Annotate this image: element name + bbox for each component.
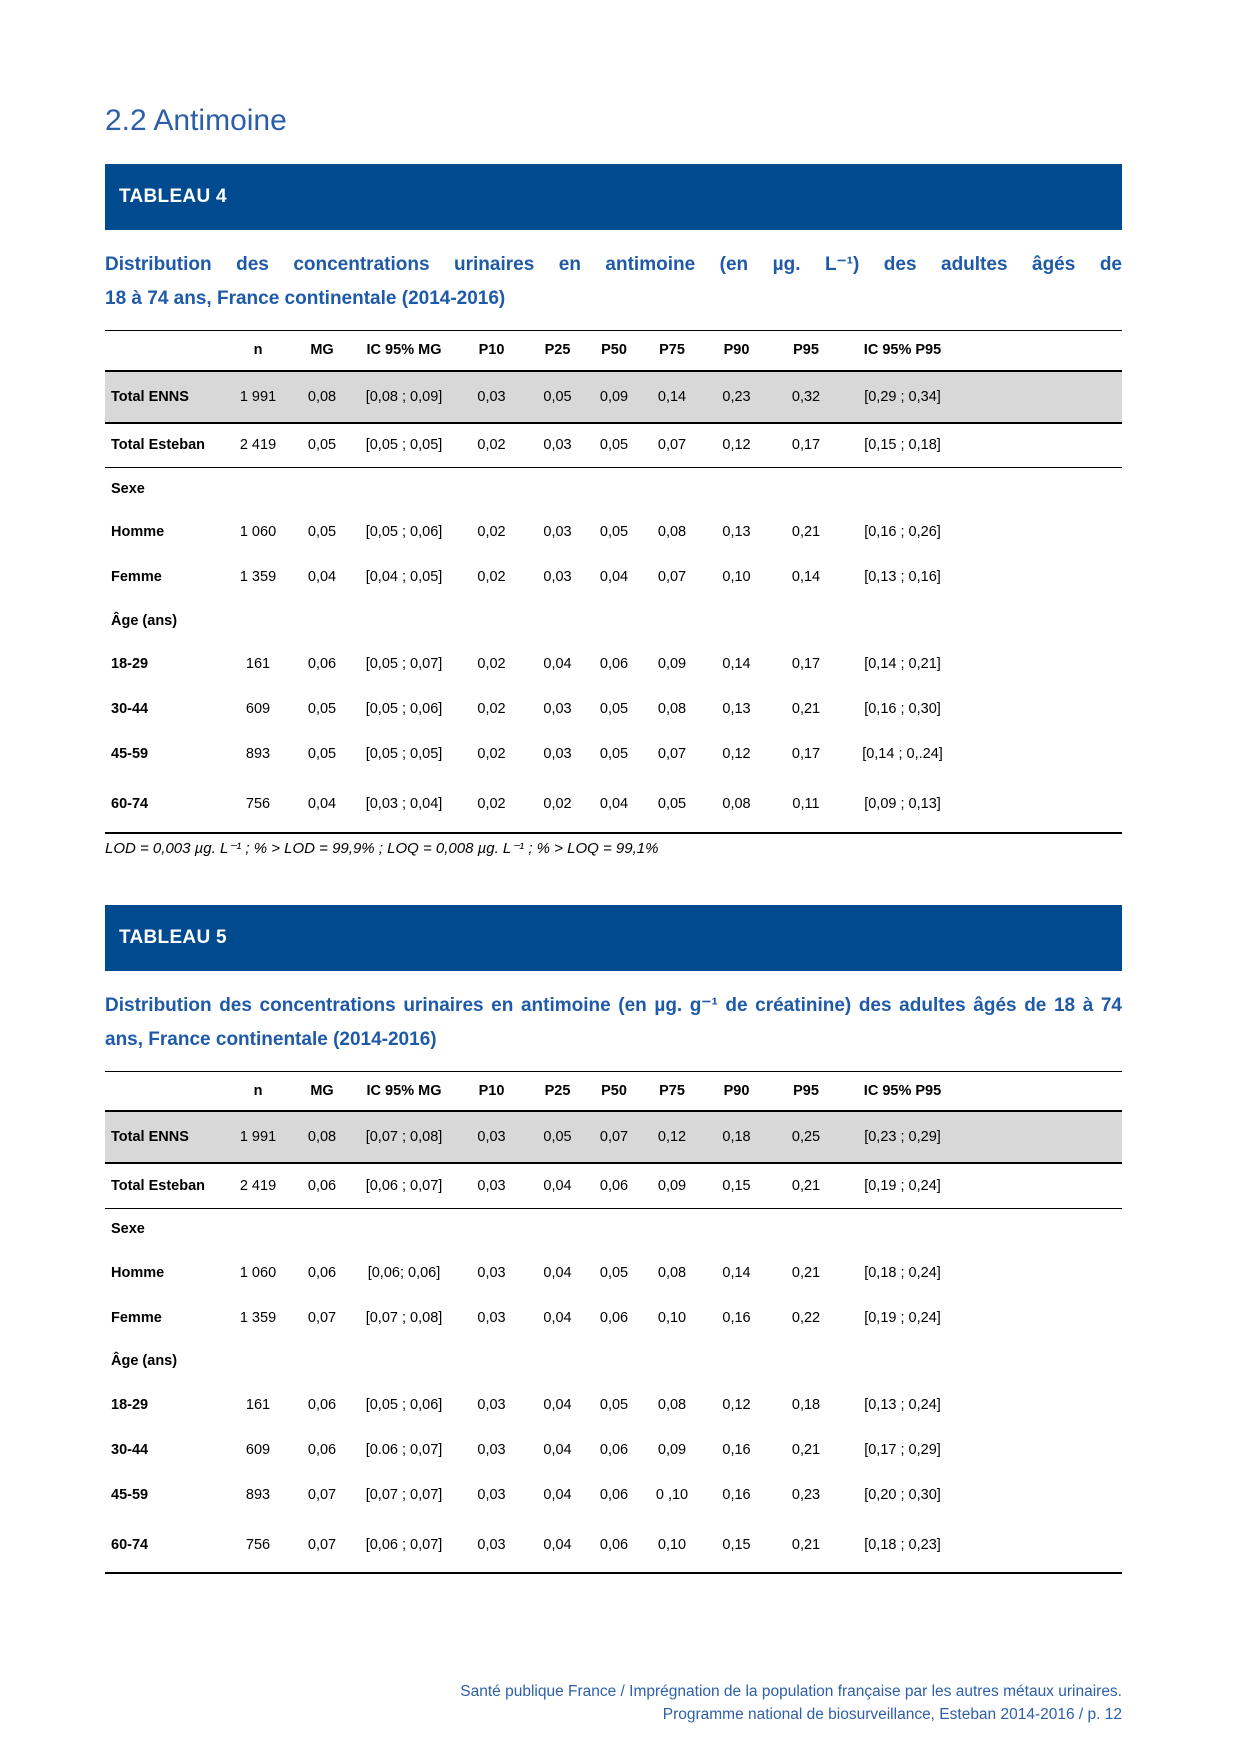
table-cell: 0,21	[791, 701, 821, 717]
table-cell: 0,02	[477, 524, 506, 540]
table-cell: 0,06	[599, 1536, 629, 1553]
row-label: Total Esteban	[111, 1177, 205, 1194]
row-label: 45-59	[111, 746, 149, 762]
table-cell: 0,32	[791, 388, 821, 405]
table-cell: [0,29 ; 0,34]	[864, 388, 941, 405]
column-header: P10	[478, 1082, 505, 1099]
table-cell: 0,03	[477, 1129, 506, 1145]
table-cell: 0,06	[599, 656, 629, 672]
table-cell: 756	[245, 796, 271, 812]
table-cell: 0,23	[722, 388, 751, 405]
table-cell: 0,07	[307, 1486, 337, 1503]
table-cell: 0,06	[599, 1309, 629, 1326]
spacer-cell	[965, 1382, 1122, 1427]
table-cell: 0,02	[477, 569, 506, 585]
table-cell: [0,05 ; 0,06]	[365, 701, 443, 717]
table-cell: [0,07 ; 0,08]	[365, 1309, 443, 1326]
tableau-4-banner	[105, 164, 1122, 230]
table-cell: 1 991	[239, 1129, 277, 1145]
tableau-4-banner-label: TABLEAU 4	[119, 186, 227, 207]
table-row	[105, 777, 1122, 833]
table-cell: 0,04	[543, 1177, 572, 1194]
table-cell: 609	[245, 1441, 271, 1458]
table-cell: 0,05	[307, 524, 337, 540]
row-label: Total ENNS	[111, 1129, 189, 1145]
table-cell: 0,05	[599, 524, 629, 540]
section-row	[105, 468, 1122, 510]
table-cell: 0,17	[791, 656, 821, 672]
table-cell: [0,14 ; 0,.24]	[862, 746, 943, 762]
tableau-5-subtitle	[105, 989, 1122, 1057]
row-label: 30-44	[111, 701, 149, 717]
table-cell: [0,18 ; 0,24]	[864, 1264, 941, 1281]
table-cell: 0 ,10	[655, 1486, 689, 1503]
table-cell: 0,16	[722, 1486, 751, 1503]
table-cell: [0,05 ; 0,05]	[365, 437, 443, 454]
table-cell: 893	[245, 746, 271, 762]
column-header: P75	[659, 342, 685, 359]
table-cell: 893	[245, 1486, 271, 1503]
table-row	[105, 423, 1122, 468]
column-header: n	[253, 342, 263, 359]
row-label: 45-59	[111, 1486, 149, 1503]
row-label: Femme	[111, 1309, 162, 1326]
table-cell: 0,18	[722, 1129, 751, 1145]
table-cell: 0,12	[722, 1396, 751, 1413]
table-cell: [0,05 ; 0,06]	[365, 1396, 443, 1413]
table-cell: 0,21	[791, 1441, 821, 1458]
spacer-cell	[965, 555, 1122, 600]
column-header: IC 95% MG	[366, 1082, 442, 1099]
column-header-blank	[105, 1071, 227, 1111]
column-header: P95	[793, 342, 819, 359]
row-label: 18-29	[111, 1396, 149, 1413]
table-cell: [0,13 ; 0,24]	[864, 1396, 941, 1413]
table-cell: [0,07 ; 0,08]	[365, 1129, 443, 1145]
table-cell: 0,07	[657, 569, 687, 585]
table-cell: [0,16 ; 0,26]	[864, 524, 941, 540]
table-cell: [0,18 ; 0,23]	[864, 1536, 941, 1553]
table-cell: 0,03	[543, 746, 572, 762]
table-cell: 0,03	[477, 1486, 506, 1503]
table-cell: 0,08	[307, 1129, 337, 1145]
tableau-5-subtitle-line2: ans, France continentale (2014-2016)	[105, 1028, 437, 1050]
section-row	[105, 1340, 1122, 1382]
row-label: Femme	[111, 569, 162, 585]
table-row	[105, 687, 1122, 732]
spacer-cell	[965, 687, 1122, 732]
table-cell: 0,07	[307, 1536, 337, 1553]
column-header: MG	[310, 342, 334, 359]
table-cell: 0,03	[543, 524, 572, 540]
column-header: P95	[793, 1082, 819, 1099]
table-cell: 0,09	[657, 1441, 687, 1458]
spacer-cell	[965, 1427, 1122, 1472]
table-cell: 0,05	[599, 1264, 629, 1281]
table-cell: 0,03	[477, 1441, 506, 1458]
row-label: 60-74	[111, 1536, 149, 1553]
tableau-4-footnote: LOD = 0,003 µg. L⁻¹ ; % > LOD = 99,9% ; LOQ = 0,008 µg. L⁻¹ ; % > LOQ = 99,1%	[105, 839, 659, 857]
column-header: P10	[478, 342, 505, 359]
table-row	[105, 1163, 1122, 1208]
table-cell: 0,15	[722, 1177, 751, 1194]
table-cell: 0,07	[657, 437, 687, 454]
table-cell: 0,08	[657, 1396, 687, 1413]
tableau-5-subtitle-line1: Distribution des concentrations urinaires en antimoine (en µg. g⁻¹ de créatinine) des adultes âgés de 18 à 74	[105, 994, 1122, 1016]
table-cell: 0,06	[307, 1177, 337, 1194]
table-cell: [0,06 ; 0,07]	[365, 1177, 443, 1194]
table-cell: 0,02	[477, 746, 506, 762]
table-cell: 0,13	[722, 701, 751, 717]
table-cell: 0,23	[791, 1486, 821, 1503]
table-cell: 0,06	[599, 1486, 629, 1503]
table-row	[105, 510, 1122, 555]
table-cell: 0,14	[722, 656, 751, 672]
spacer-cell	[965, 510, 1122, 555]
table-cell: [0,06 ; 0,07]	[365, 1536, 443, 1553]
table-cell: 1 060	[239, 524, 277, 540]
table-row	[105, 1250, 1122, 1295]
tableau-4-subtitle-line1: Distribution des concentrations urinaires en antimoine (en µg. L⁻¹) des adultes âgés de	[105, 254, 1122, 275]
table-cell: [0,13 ; 0,16]	[864, 569, 941, 585]
column-header: P90	[723, 1082, 750, 1099]
table-cell: 0,16	[722, 1309, 751, 1326]
table-cell: [0,07 ; 0,07]	[365, 1486, 443, 1503]
table-cell: 0,03	[477, 1536, 506, 1553]
table-cell: 0,08	[657, 1264, 687, 1281]
table-cell: 2 419	[239, 437, 277, 454]
table-cell: 0,18	[791, 1396, 821, 1413]
table-cell: 0,05	[543, 388, 572, 405]
table-cell: 0,05	[599, 437, 629, 454]
table-cell: 1 359	[239, 1309, 277, 1326]
table-cell: 0,16	[722, 1441, 751, 1458]
column-header-spacer	[965, 1071, 1122, 1111]
table-cell: 0,02	[543, 796, 572, 812]
table-header-row	[105, 331, 1122, 371]
table-cell: [0,09 ; 0,13]	[864, 796, 941, 812]
table-cell: 0,03	[543, 437, 572, 454]
column-header: MG	[310, 1082, 334, 1099]
spacer-cell	[965, 1250, 1122, 1295]
table-cell: 0,13	[722, 524, 751, 540]
table-cell: 0,21	[791, 1177, 821, 1194]
section-row	[105, 600, 1122, 642]
spacer-cell	[965, 371, 1122, 423]
table-cell: 0,02	[477, 437, 506, 454]
spacer-cell	[965, 642, 1122, 687]
table-cell: 0,11	[792, 796, 820, 812]
table-cell: [0,19 ; 0,24]	[864, 1177, 941, 1194]
table-cell: 0,04	[307, 569, 337, 585]
table-cell: 0,05	[307, 437, 337, 454]
column-header: P25	[544, 342, 571, 359]
table-cell: [0,05 ; 0,05]	[365, 746, 443, 762]
section-label: Âge (ans)	[111, 1353, 178, 1369]
spacer-cell	[965, 1295, 1122, 1340]
table-cell: 0,02	[477, 796, 506, 812]
spacer-cell	[965, 777, 1122, 833]
table-cell: 0,03	[477, 1264, 506, 1281]
spacer-cell	[965, 423, 1122, 468]
column-header: IC 95% P95	[863, 342, 942, 359]
tableau-5-table	[105, 1071, 1122, 1575]
table-row	[105, 555, 1122, 600]
row-label: Homme	[111, 524, 165, 540]
table-header-row	[105, 1071, 1122, 1111]
table-cell: 0,05	[599, 746, 629, 762]
table-cell: 0,05	[657, 796, 687, 812]
section-title: 2.2 Antimoine	[105, 104, 287, 137]
table-cell: [0,20 ; 0,30]	[864, 1486, 941, 1503]
table-cell: 0,15	[722, 1536, 751, 1553]
row-label: Total Esteban	[111, 437, 205, 454]
table-cell: [0.06 ; 0,07]	[365, 1441, 443, 1458]
table-cell: [0,04 ; 0,05]	[365, 569, 443, 585]
table-row	[105, 1427, 1122, 1472]
table-cell: 0,17	[791, 437, 821, 454]
section-label: Âge (ans)	[111, 612, 178, 629]
column-header: P25	[544, 1082, 571, 1099]
tableau-5-banner-label: TABLEAU 5	[119, 926, 227, 948]
table-row	[105, 1472, 1122, 1517]
table-cell: 0,04	[543, 1486, 572, 1503]
table-cell: [0,08 ; 0,09]	[365, 388, 443, 405]
column-header: IC 95% MG	[366, 342, 442, 359]
tableau-5-block	[105, 905, 1122, 1575]
table-cell: 2 419	[239, 1177, 277, 1194]
table-cell: [0,17 ; 0,29]	[864, 1441, 941, 1458]
footer-line1: Santé publique France / Imprégnation de la population française par les autres métaux urinaires.	[460, 1683, 1122, 1700]
table-cell: 0,10	[657, 1309, 687, 1326]
table-cell: 0,10	[722, 569, 751, 585]
table-row	[105, 732, 1122, 777]
table-cell: 0,12	[722, 746, 751, 762]
table-cell: 0,02	[477, 701, 506, 717]
table-cell: 0,04	[307, 796, 337, 812]
table-cell: 0,08	[307, 388, 337, 405]
table-cell: 0,17	[791, 746, 821, 762]
tableau-4-subtitle-line2: 18 à 74 ans, France continentale (2014-2016)	[105, 288, 506, 309]
table-cell: 0,14	[657, 388, 687, 405]
table-cell: 0,04	[543, 1264, 572, 1281]
table-cell: 0,06	[307, 1264, 337, 1281]
table-cell: 0,09	[657, 656, 687, 672]
table-cell: 0,06	[599, 1177, 629, 1194]
row-label: Total ENNS	[111, 388, 189, 405]
section-label: Sexe	[111, 1221, 145, 1238]
table-cell: [0,05 ; 0,07]	[365, 656, 443, 672]
section-label: Sexe	[111, 480, 145, 497]
table-cell: 0,12	[722, 437, 751, 454]
table-cell: 161	[245, 656, 271, 672]
table-cell: 0,04	[599, 569, 629, 585]
table-cell: 0,03	[543, 701, 572, 717]
table-cell: [0,14 ; 0,21]	[864, 656, 941, 672]
table-cell: 1 359	[239, 569, 277, 585]
table-cell: 0,04	[543, 1309, 572, 1326]
column-header: IC 95% P95	[863, 1082, 942, 1099]
table-cell: 0,09	[657, 1177, 687, 1194]
column-header: P50	[601, 1082, 627, 1099]
table-cell: [0,19 ; 0,24]	[864, 1309, 941, 1326]
table-cell: 0,09	[599, 388, 629, 405]
table-cell: 0,03	[477, 1177, 506, 1194]
table-cell: 1 991	[239, 388, 277, 405]
table-cell: 0,07	[599, 1129, 629, 1145]
table-cell: 0,06	[599, 1441, 629, 1458]
table-cell: 0,02	[477, 656, 506, 672]
table-cell: 0,04	[543, 1396, 572, 1413]
table-cell: [0,23 ; 0,29]	[864, 1129, 941, 1145]
table-row	[105, 1382, 1122, 1427]
spacer-cell	[965, 1111, 1122, 1163]
table-row	[105, 1295, 1122, 1340]
table-cell: 0,05	[599, 1396, 629, 1413]
table-cell: [0,03 ; 0,04]	[365, 796, 443, 812]
spacer-cell	[965, 732, 1122, 777]
table-cell: [0,05 ; 0,06]	[365, 524, 443, 540]
table-cell: 161	[245, 1396, 271, 1413]
table-cell: 0,07	[307, 1309, 337, 1326]
table-cell: 0,03	[477, 388, 506, 405]
table-cell: 0,03	[543, 569, 572, 585]
footer-line2: Programme national de biosurveillance, Esteban 2014-2016 / p. 12	[662, 1706, 1122, 1723]
table-cell: 0,22	[791, 1309, 821, 1326]
table-cell: 0,14	[722, 1264, 751, 1281]
table-cell: 0,06	[307, 1441, 337, 1458]
table-cell: 0,05	[543, 1129, 572, 1145]
table-row	[105, 1111, 1122, 1163]
tableau-4-table	[105, 330, 1122, 834]
table-cell: 1 060	[239, 1264, 277, 1281]
section-row	[105, 1208, 1122, 1250]
table-cell: 0,04	[543, 656, 572, 672]
table-cell: 0,12	[657, 1129, 687, 1145]
table-cell: 0,04	[599, 796, 629, 812]
report-page-content	[105, 0, 1122, 1574]
table-cell: 0,07	[657, 746, 687, 762]
spacer-cell	[965, 1472, 1122, 1517]
table-cell: 0,05	[307, 701, 337, 717]
column-header: P50	[601, 342, 627, 359]
table-cell: 0,14	[791, 569, 821, 585]
column-header: n	[253, 1082, 263, 1099]
table-cell: 0,06	[307, 656, 337, 672]
tableau-4-subtitle	[105, 248, 1122, 316]
column-header: P75	[659, 1082, 685, 1099]
table-cell: 0,08	[722, 796, 751, 812]
table-cell: 0,06	[307, 1396, 337, 1413]
table-row	[105, 371, 1122, 423]
table-cell: 0,05	[599, 701, 629, 717]
spacer-cell	[965, 1163, 1122, 1208]
page-footer	[172, 1680, 1122, 1726]
table-cell: [0,06; 0,06]	[367, 1264, 441, 1281]
table-cell: [0,16 ; 0,30]	[864, 701, 941, 717]
table-cell: 0,25	[791, 1129, 821, 1145]
table-cell: 0,21	[791, 1536, 821, 1553]
column-header-spacer	[965, 331, 1122, 371]
tableau-4-block	[105, 164, 1122, 857]
row-label: 30-44	[111, 1441, 149, 1458]
table-cell: 756	[245, 1536, 271, 1553]
table-cell: 0,04	[543, 1441, 572, 1458]
table-cell: 0,08	[657, 701, 687, 717]
table-cell: 0,03	[477, 1396, 506, 1413]
table-cell: [0,15 ; 0,18]	[864, 437, 941, 454]
tableau-5-banner	[105, 905, 1122, 971]
table-cell: 609	[245, 701, 271, 717]
row-label: 18-29	[111, 656, 149, 672]
table-cell: 0,03	[477, 1309, 506, 1326]
row-label: Homme	[111, 1264, 165, 1281]
table-row	[105, 1517, 1122, 1573]
column-header: P90	[723, 342, 750, 359]
spacer-cell	[965, 1517, 1122, 1573]
column-header-blank	[105, 331, 227, 371]
table-cell: 0,05	[307, 746, 337, 762]
table-cell: 0,10	[657, 1536, 687, 1553]
table-row	[105, 642, 1122, 687]
table-cell: 0,21	[791, 1264, 821, 1281]
table-cell: 0,21	[791, 524, 821, 540]
row-label: 60-74	[111, 796, 149, 812]
table-cell: 0,04	[543, 1536, 572, 1553]
table-cell: 0,08	[657, 524, 687, 540]
